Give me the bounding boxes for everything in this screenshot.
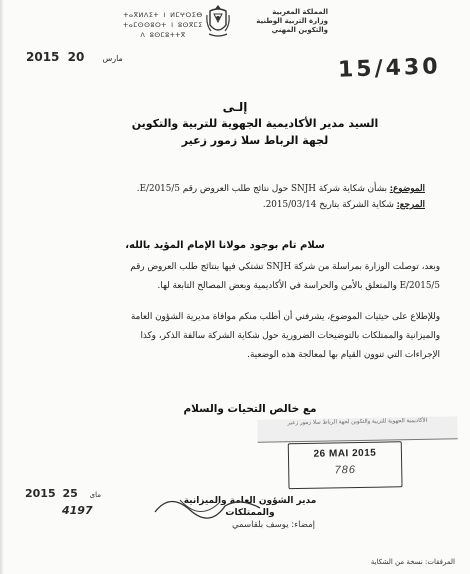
- subject-line: [100, 182, 425, 196]
- top-date-day: 20: [67, 50, 85, 64]
- signatory-line-1: مدير الشؤون العامة والميزانية: [183, 496, 317, 506]
- bottom-number: 4197: [62, 504, 93, 517]
- paragraph-2-line-1: وللإطلاع على حيثيات الموضوع، يشرفني أن أطلب منكم موافاة مديرية الشؤون العامة: [130, 312, 440, 322]
- paragraph-2: [40, 308, 440, 365]
- scan-edge-shadow: [0, 0, 4, 574]
- attachment-line: المرفقات: نسخة من الشكاية: [370, 558, 455, 566]
- tifinagh-line-3: ⴷ ⵓⵙⵎⵓⵜⵜⴳ: [140, 31, 186, 39]
- letterhead-line-3: والتكوين المهني: [271, 26, 328, 34]
- tifinagh-line-2: ⵜⴰⵎⵙⵙⵓⵔⵜ ⵏ ⵓⵙⴳⵎⵉ: [123, 21, 203, 29]
- recipient-to: إلـى: [222, 100, 248, 114]
- reference-number: 15/430: [337, 54, 441, 83]
- paragraph-1-line-1: وبعد، توصلت الوزارة بمراسلة من شركة SNJH تشتكي فيها بنتائج طلب العروض رقم: [130, 262, 440, 272]
- subject-text: بشأن شكاية شركة SNJH حول نتائج طلب العروض رقم 5/E/2015.: [136, 184, 387, 194]
- letterhead-line-1: المملكة المغربية: [272, 8, 328, 16]
- bottom-date-year: 2015: [25, 487, 56, 500]
- paragraph-1: [40, 258, 440, 296]
- coat-of-arms-icon: [205, 3, 231, 39]
- tifinagh-line-1: ⵜⴰⴳⵍⴷⵉⵜ ⵏ ⵍⵎⵖⵔⵉⴱ: [123, 11, 203, 19]
- received-stamp-box: [288, 441, 403, 489]
- received-stamp-number: 786: [334, 464, 357, 477]
- received-stamp-header-text: الأكاديمية الجهوية للتربية والتكوين لجهة الرباط سلا زمور زعير: [287, 417, 428, 427]
- subject-label: الموضوع:: [389, 184, 425, 194]
- received-stamp-date: 26 MAI 2015: [313, 447, 377, 460]
- received-stamp-header: [257, 416, 457, 442]
- letterhead-arabic: [240, 8, 328, 35]
- bottom-date: [25, 487, 101, 500]
- letterhead-line-2: وزارة التربية الوطنية: [256, 17, 328, 25]
- top-date: [26, 50, 123, 64]
- letterhead-tifinagh: [118, 10, 208, 40]
- top-date-year: 2015: [26, 50, 60, 64]
- paragraph-2-line-3: الإجراءات التي تنوون القيام بها لمعالجة هذه الوضعية.: [247, 350, 440, 360]
- paragraph-2-line-2: والميزانية والممتلكات بالتوضيحات الضرورية حول شكاية الشركة سالفة الذكر، وكذا: [140, 331, 440, 341]
- recipient-line-1: السيد مدير الأكاديمية الجهوية للتربية والتكوين: [131, 117, 379, 130]
- signatory-signature: إمضاء: يوسف بلقاسمي: [231, 520, 315, 530]
- recipient-line-2: لجهة الرباط سلا زمور زعير: [181, 134, 329, 147]
- reference-label: المرجع:: [396, 200, 425, 210]
- greeting: سلام تام بوجود مولانا الإمام المؤيد بالله،: [125, 240, 325, 251]
- bottom-date-day: 25: [62, 487, 78, 500]
- paragraph-1-line-2: 5/E/2015 والمتعلق بالأمن والحراسة في الأكاديمية وبعض المصالح التابعة لها.: [157, 281, 440, 291]
- signatory-line-2: والممتلكات: [225, 508, 275, 518]
- reference-line: [100, 198, 425, 212]
- received-stamp: [257, 416, 458, 497]
- top-date-month: مارس: [102, 54, 123, 63]
- reference-text: شكاية الشركة بتاريخ 2015/03/14.: [262, 200, 394, 210]
- closing: مع خالص التحيات والسلام: [183, 403, 317, 415]
- signature-scribble-icon: [150, 482, 280, 532]
- bottom-date-month: مای: [89, 491, 101, 499]
